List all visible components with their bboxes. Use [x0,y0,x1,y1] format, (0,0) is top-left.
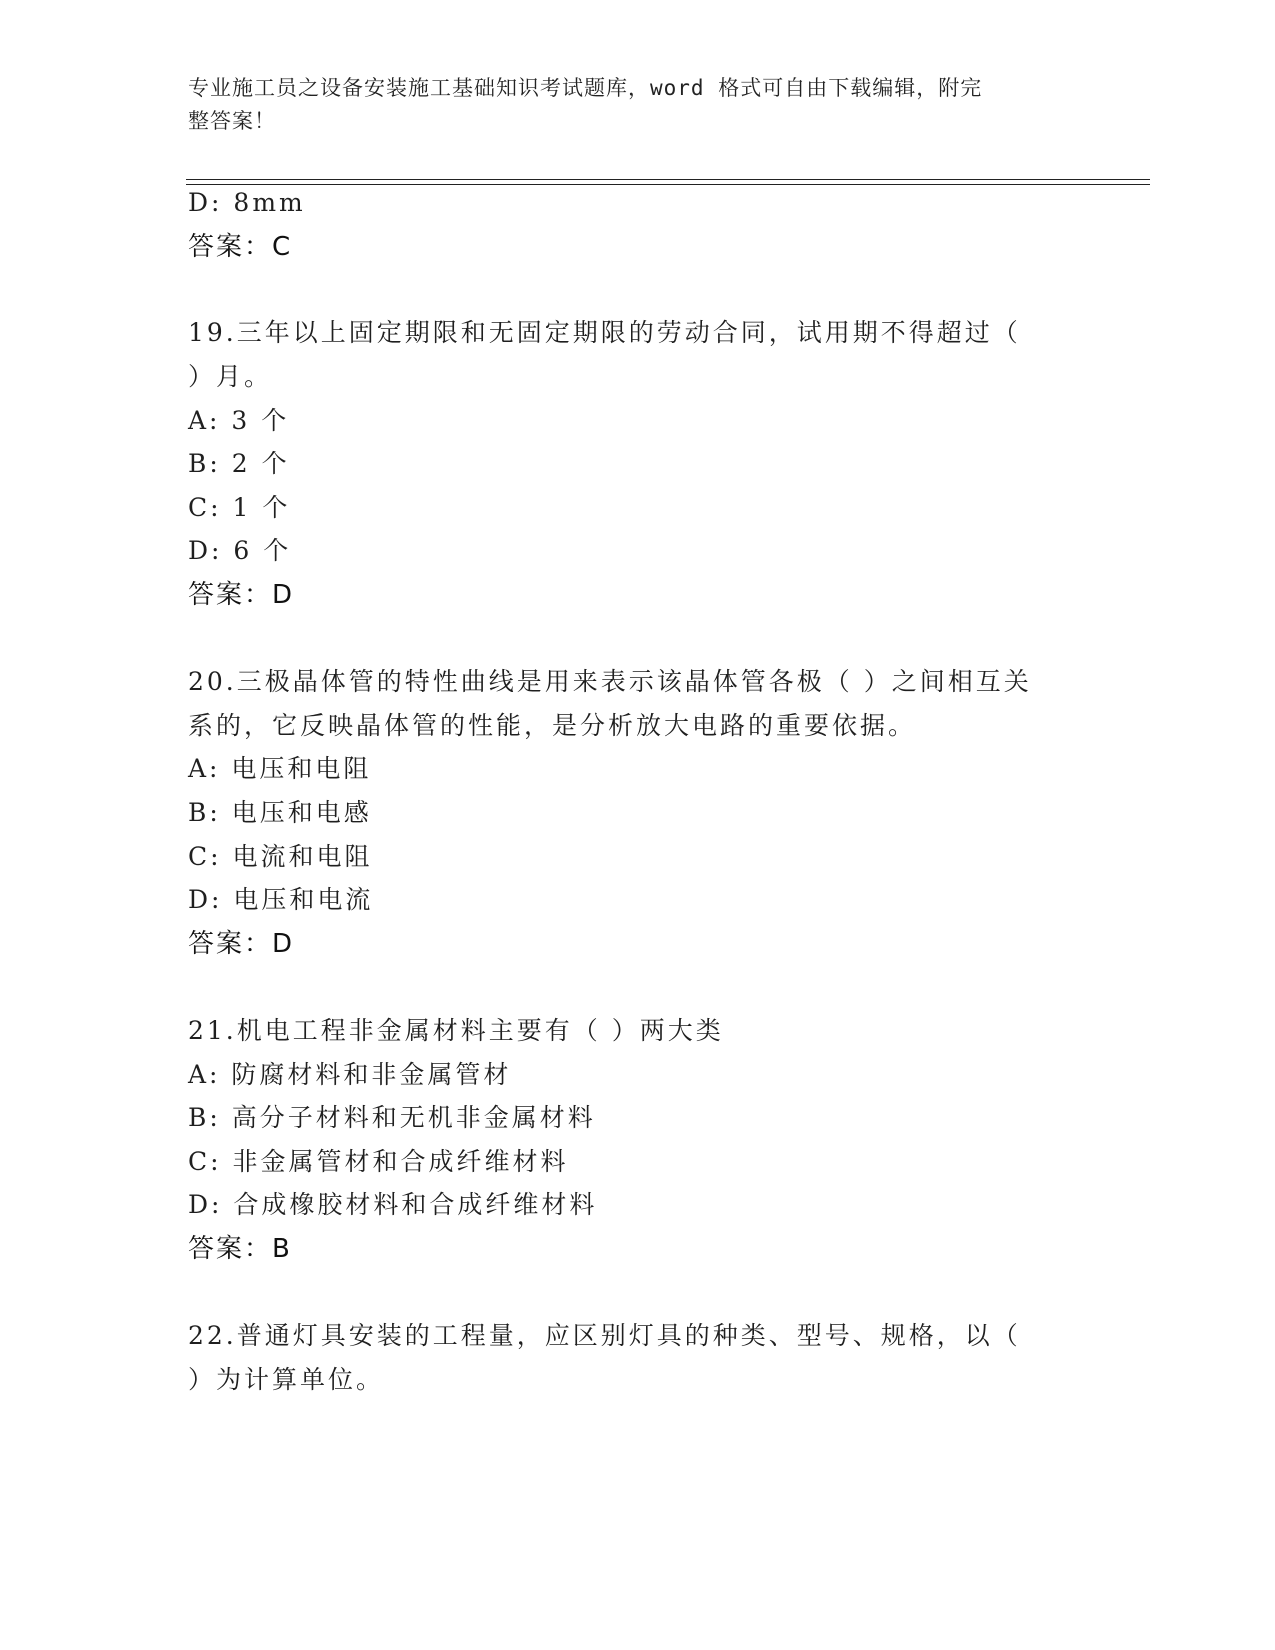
q20-option-a: A: 电压和电阻 [188,754,372,783]
q21-option-d: D: 合成橡胶材料和合成纤维材料 [188,1190,598,1219]
q18-answer: 答案：C [188,232,293,262]
q21-option-b: B: 高分子材料和无机非金属材料 [188,1103,596,1132]
q21-answer: 答案：B [188,1234,292,1264]
q19-text-line-1: 19.三年以上固定期限和无固定期限的劳动合同，试用期不得超过（ [188,318,1021,347]
q18-option-d: D: 8mm [188,188,306,217]
q21-option-a: A: 防腐材料和非金属管材 [188,1060,512,1089]
document-header [188,72,1068,138]
q20-option-d: D: 电压和电流 [188,885,374,914]
q19-option-d: D: 6 个 [188,536,292,565]
q22-text-line-2: ）为计算单位。 [188,1365,385,1394]
q20-option-b: B: 电压和电感 [188,798,372,827]
q20-answer: 答案：D [188,929,295,959]
q19-option-b: B: 2 个 [188,449,290,478]
q19-answer: 答案：D [188,580,295,610]
header-line-1: 专业施工员之设备安装施工基础知识考试题库，word 格式可自由下载编辑，附完 [188,76,983,100]
header-divider-bottom [186,184,1150,185]
q19-option-a: A: 3 个 [188,406,290,435]
q20-text-line-1: 20.三极晶体管的特性曲线是用来表示该晶体管各极（ ）之间相互关 [188,667,1032,696]
q21-text-line-1: 21.机电工程非金属材料主要有（ ）两大类 [188,1016,724,1045]
q20-option-c: C: 电流和电阻 [188,842,373,871]
q21-option-c: C: 非金属管材和合成纤维材料 [188,1147,569,1176]
header-line-2: 整答案！ [188,109,276,133]
header-divider-top [186,179,1150,180]
q19-text-line-2: ）月。 [188,362,273,391]
q22-text-line-1: 22.普通灯具安装的工程量，应区别灯具的种类、型号、规格，以（ [188,1321,1021,1350]
q19-option-c: C: 1 个 [188,493,291,522]
q20-text-line-2: 系的，它反映晶体管的性能，是分析放大电路的重要依据。 [188,711,917,740]
